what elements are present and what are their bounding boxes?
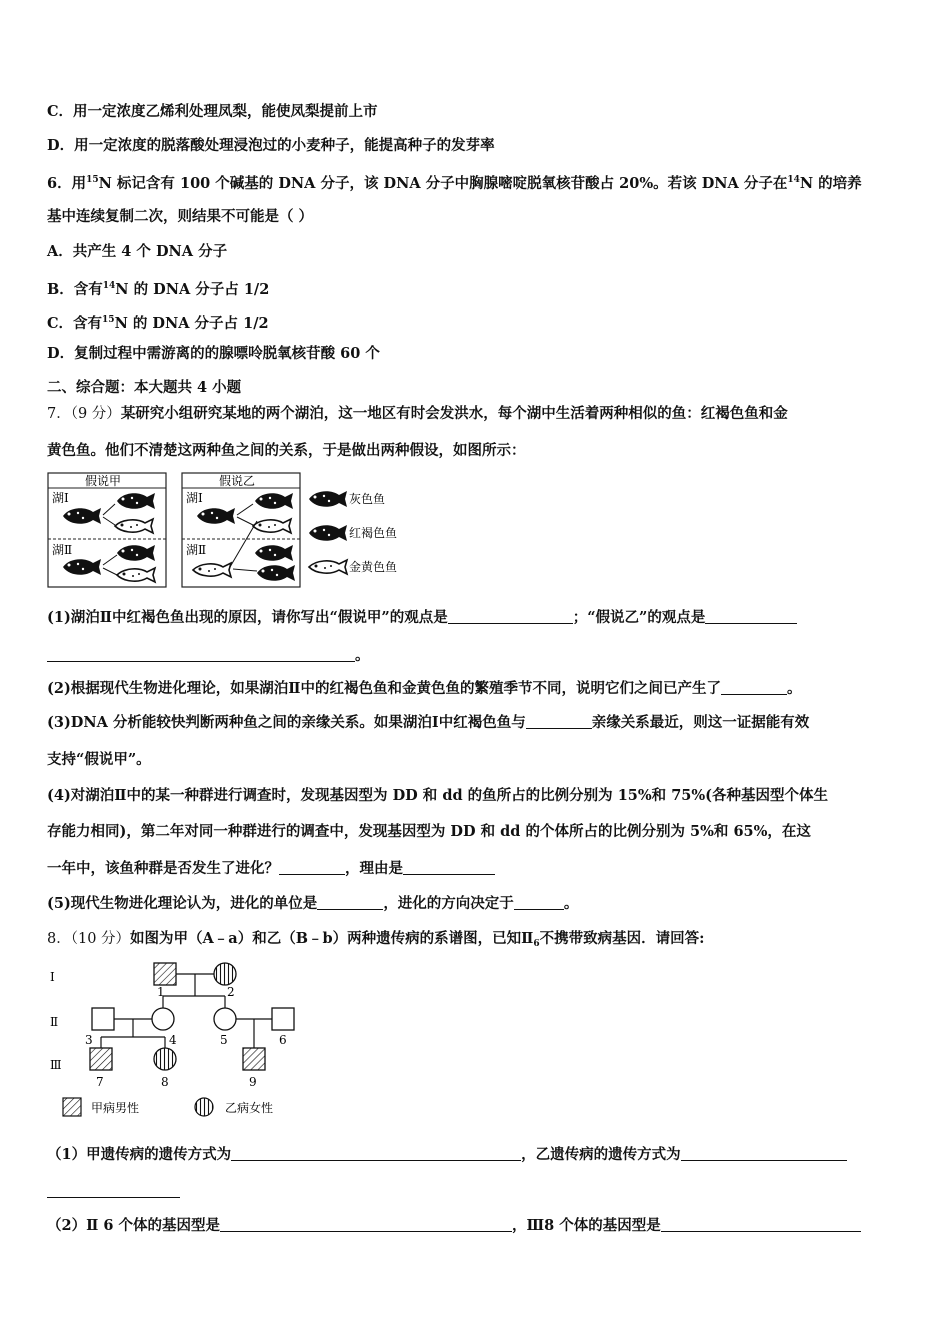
q7-sub5: (5)现代生物进化理论认为，进化的单位是 ，进化的方向决定于 。: [47, 895, 579, 912]
box1-title: 假说甲: [85, 474, 122, 488]
q6-line1: 6．用$^{15}$N 标记含有 100 个碱基的 DNA 分子，该 DNA 分子中胸腺嘧啶脱氧核苷酸占 20%。若该 DNA 分子在$^{14}$N 的培养: [47, 175, 862, 192]
fish-light: [117, 568, 155, 582]
q7-sub4-l3: 一年中，该鱼种群是否发生了进化？ ，理由是: [47, 859, 495, 879]
q6-option-b: B．含有$^{14}$N 的 DNA 分子占 1/2: [47, 281, 270, 298]
blank[interactable]: [514, 895, 564, 910]
q6-option-c: C．含有$^{15}$N 的 DNA 分子占 1/2: [47, 315, 269, 332]
id-7: 7: [96, 1075, 104, 1089]
legend-a: 甲病男性: [91, 1101, 140, 1115]
id-2: 2: [227, 985, 235, 999]
option-c-prev: C．用一定浓度乙烯利处理凤梨，能使凤梨提前上市: [47, 103, 378, 120]
blank[interactable]: [279, 860, 345, 875]
q7-sub3: (3)DNA 分析能较快判断两种鱼之间的亲缘关系。如果湖泊Ⅰ中红褐色鱼与 亲缘关系最近，则这一证据能有效: [47, 714, 810, 731]
legend-male-a-icon: [63, 1098, 81, 1116]
fish-dark: [197, 508, 235, 524]
pedigree-chart: [47, 955, 347, 1125]
q7-sub4: (4)对湖泊Ⅱ中的某一种群进行调查时，发现基因型为 DD 和 dd 的鱼所占的比例分别为 15%和 75%(各种基因型个体生: [47, 787, 829, 804]
box2-lake2: 湖Ⅱ: [186, 543, 207, 557]
blank[interactable]: [526, 714, 592, 729]
blank[interactable]: [220, 1217, 512, 1232]
legend-red: 红褐色鱼: [349, 526, 398, 540]
q8-sub1-cont: [47, 1182, 180, 1202]
box1-lake1: 湖Ⅰ: [52, 491, 69, 505]
q7-sub1: (1)湖泊Ⅱ中红褐色鱼出现的原因，请你写出“假说甲”的观点是 ；“假说乙”的观点是: [47, 608, 797, 628]
blank[interactable]: [47, 647, 355, 662]
gen-2-label: Ⅱ: [50, 1015, 59, 1029]
blank[interactable]: [403, 860, 495, 875]
gen-1-label: Ⅰ: [50, 970, 55, 984]
q6-option-a: A．共产生 4 个 DNA 分子: [47, 243, 228, 260]
fish-hypothesis-figure: [47, 471, 417, 591]
q8-line1: 8．（10 分）如图为甲（A﹣a）和乙（B﹣b）两种遗传病的系谱图，已知$Ⅱ_6$不携带致病基因．请回答:: [47, 930, 705, 949]
option-d-prev: D．用一定浓度的脱落酸处理浸泡过的小麦种子，能提高种子的发芽率: [47, 137, 495, 154]
q7-line1: 7．（9 分）某研究小组研究某地的两个湖泊，这一地区有时会发洪水，每个湖中生活着两种相似的鱼：红褐色鱼和金: [47, 405, 788, 422]
blank[interactable]: [448, 609, 573, 624]
blank[interactable]: [47, 1183, 180, 1198]
id-8: 8: [161, 1075, 169, 1089]
fish-dark: [257, 565, 295, 581]
q7-sub3-cont: 支持“假说甲”。: [47, 751, 151, 768]
fish-dark: [255, 545, 293, 561]
q8-sub1: （1）甲遗传病的遗传方式为 ，乙遗传病的遗传方式为: [47, 1145, 847, 1165]
blank[interactable]: [661, 1217, 861, 1232]
blank[interactable]: [705, 609, 797, 624]
box2-lake1: 湖Ⅰ: [186, 491, 203, 505]
blank[interactable]: [317, 895, 383, 910]
box1-lake2: 湖Ⅱ: [52, 543, 73, 557]
q8-sub2: （2）Ⅱ 6 个体的基因型是 ，Ⅲ8 个体的基因型是: [47, 1216, 861, 1236]
id-9: 9: [249, 1075, 257, 1089]
id-3: 3: [85, 1033, 93, 1047]
section-heading: 二、综合题：本大题共 4 小题: [47, 379, 242, 396]
fish-light: [253, 519, 291, 533]
q7-line2: 黄色鱼。他们不清楚这两种鱼之间的关系，于是做出两种假设，如图所示：: [47, 442, 526, 459]
q6-option-d: D．复制过程中需游离的的腺嘌呤脱氧核苷酸 60 个: [47, 345, 380, 362]
fish-dark: [63, 559, 101, 575]
fish-dark: [63, 508, 101, 524]
q6-line2: 基中连续复制二次，则结果不可能是（ ）: [47, 208, 314, 225]
legend-gray-fish-icon: [309, 491, 347, 507]
box2-title: 假说乙: [219, 474, 256, 488]
fish-light: [115, 519, 153, 533]
id-4: 4: [169, 1033, 177, 1047]
fish-dark: [255, 493, 293, 509]
legend-gold-fish-icon: [309, 560, 347, 574]
gen-3-label: Ⅲ: [50, 1058, 62, 1072]
id-6: 6: [279, 1033, 287, 1047]
legend-gold: 金黄色鱼: [349, 560, 398, 574]
fish-dark: [117, 493, 155, 509]
legend-gray: 灰色鱼: [349, 492, 386, 506]
q7-sub4-l2: 存能力相同)，第二年对同一种群进行的调查中，发现基因型为 DD 和 dd 的个体所占的比例分别为 5%和 65%，在这: [47, 823, 811, 840]
q7-sub2: (2)根据现代生物进化理论，如果湖泊Ⅱ中的红褐色鱼和金黄色鱼的繁殖季节不同，说明它们之间已产生了 。: [47, 680, 802, 697]
fish-dark: [117, 545, 155, 561]
id-1: 1: [157, 985, 165, 999]
legend-red-fish-icon: [309, 525, 347, 541]
q7-sub1-cont: 。: [47, 646, 370, 666]
blank[interactable]: [721, 680, 787, 695]
legend-b: 乙病女性: [225, 1101, 274, 1115]
blank[interactable]: [681, 1146, 847, 1161]
blank[interactable]: [231, 1146, 521, 1161]
legend-female-b-icon: [195, 1098, 213, 1116]
fish-light: [193, 563, 231, 577]
id-5: 5: [220, 1033, 228, 1047]
